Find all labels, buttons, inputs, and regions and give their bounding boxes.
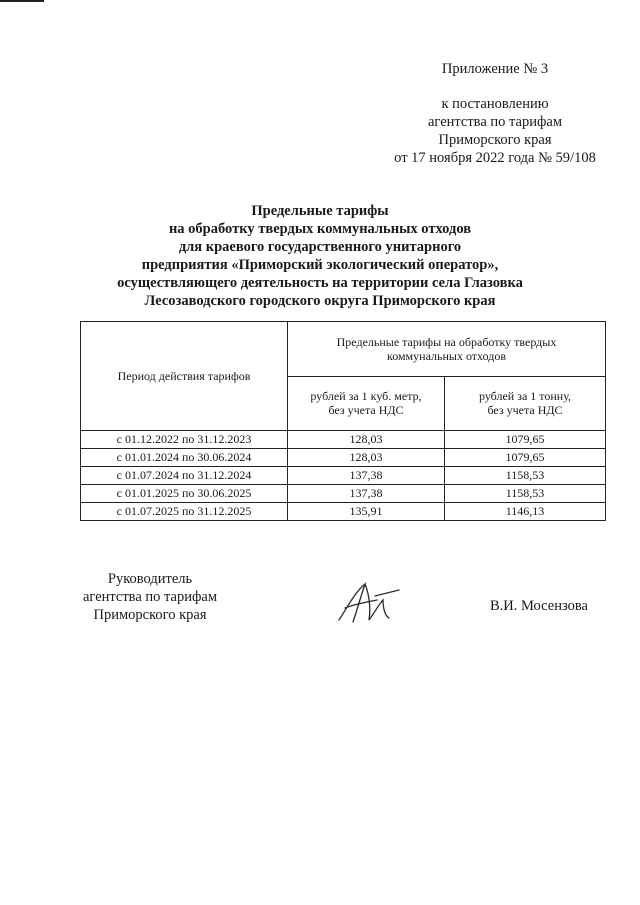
- title-line: для краевого государственного унитарного: [178, 239, 462, 255]
- title-line: осуществляющего деятельность на территории села Глазовка: [117, 275, 523, 291]
- annex-line: Приморского края: [438, 132, 552, 148]
- signer-position-line: агентства по тарифам: [83, 589, 217, 605]
- annex-number: Приложение № 3: [441, 61, 549, 77]
- title-line: предприятия «Приморский экологический оператор»,: [141, 257, 499, 273]
- annex-line: агентства по тарифам: [428, 114, 562, 130]
- group-header-line: коммунальных отходов: [386, 348, 507, 363]
- signer-name: В.И. Мосензова: [490, 598, 588, 614]
- group-header-line: Предельные тарифы на обработку твердых: [336, 334, 557, 349]
- title-line: на обработку твердых коммунальных отходов: [168, 221, 472, 237]
- handwritten-signature: [335, 578, 405, 628]
- signer-position: [60, 570, 240, 624]
- per-ton-cell: 1158,53: [445, 467, 606, 485]
- signer-position-line: Руководитель: [107, 571, 193, 587]
- per-ton-cell: 1146,13: [445, 503, 606, 521]
- period-cell: с 01.01.2025 по 30.06.2025: [81, 485, 288, 503]
- document-title: [0, 202, 640, 310]
- table-row: [81, 431, 606, 449]
- period-cell: с 01.07.2024 по 31.12.2024: [81, 467, 288, 485]
- per-m3-header: [288, 376, 445, 431]
- period-cell: с 01.12.2022 по 31.12.2023: [81, 431, 288, 449]
- per-m3-cell: 137,38: [288, 467, 445, 485]
- per-m3-cell: 128,03: [288, 431, 445, 449]
- period-header: Период действия тарифов: [81, 322, 288, 431]
- period-cell: с 01.07.2025 по 31.12.2025: [81, 503, 288, 521]
- per-ton-cell: 1079,65: [445, 449, 606, 467]
- signer-position-line: Приморского края: [93, 607, 207, 623]
- per-ton-cell: 1079,65: [445, 431, 606, 449]
- period-cell: с 01.01.2024 по 30.06.2024: [81, 449, 288, 467]
- table-row: [81, 503, 606, 521]
- col-header-line: без учета НДС: [487, 403, 563, 418]
- col-header-line: рублей за 1 куб. метр,: [310, 389, 422, 404]
- title-line: Лесозаводского городского округа Приморского края: [144, 293, 496, 309]
- per-m3-cell: 135,91: [288, 503, 445, 521]
- per-ton-header: [445, 376, 606, 431]
- title-line: Предельные тарифы: [251, 203, 389, 219]
- table-row: [81, 467, 606, 485]
- annex-reference: [360, 95, 630, 167]
- tariff-table: [80, 321, 606, 521]
- col-header-line: рублей за 1 тонну,: [478, 389, 572, 404]
- table-row: [81, 449, 606, 467]
- col-header-line: без учета НДС: [328, 403, 404, 418]
- annex-line: к постановлению: [441, 96, 549, 112]
- per-m3-cell: 137,38: [288, 485, 445, 503]
- tariffs-group-header: [288, 322, 606, 377]
- annex-line: от 17 ноября 2022 года № 59/108: [394, 150, 596, 166]
- top-edge-line: [0, 0, 44, 2]
- table-row: [81, 485, 606, 503]
- per-m3-cell: 128,03: [288, 449, 445, 467]
- per-ton-cell: 1158,53: [445, 485, 606, 503]
